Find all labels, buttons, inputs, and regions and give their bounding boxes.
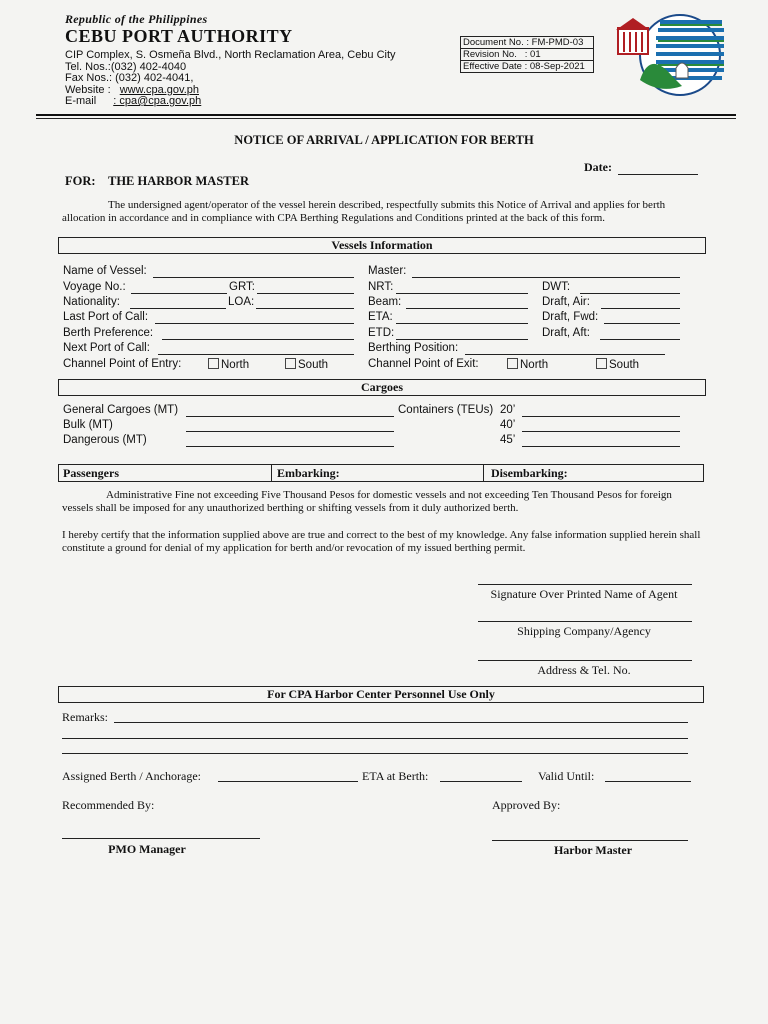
beam-label: Beam:: [368, 296, 402, 308]
passengers-divider: [271, 465, 272, 481]
entry-north-option[interactable]: [208, 358, 249, 371]
grt-label: GRT:: [229, 281, 255, 293]
document-number: Document No. : FM-PMD-03: [461, 37, 593, 49]
etd-field[interactable]: [396, 339, 528, 340]
nationality-label: Nationality:: [63, 296, 120, 308]
address-line: CIP Complex, S. Osmeña Blvd., North Reclamation Area, Cebu City: [65, 49, 396, 61]
berthing-position-label: Berthing Position:: [368, 342, 459, 354]
harbor-master-caption: Harbor Master: [553, 843, 633, 857]
nationality-field[interactable]: [130, 308, 226, 309]
disembarking-label: Disembarking:: [491, 466, 568, 480]
email-line: [65, 95, 201, 107]
draft-aft-field[interactable]: [600, 339, 680, 340]
remarks-line-3[interactable]: [62, 753, 688, 754]
remarks-line-2[interactable]: [62, 738, 688, 739]
website-label: Website :: [65, 84, 111, 96]
dwt-field[interactable]: [580, 293, 680, 294]
valid-until-field[interactable]: [605, 781, 691, 782]
for-recipient: THE HARBOR MASTER: [108, 174, 249, 188]
republic-line: Republic of the Philippines: [65, 12, 208, 26]
email-label: E-mail: [65, 95, 97, 107]
bulk-cargo-label: Bulk (MT): [63, 419, 113, 431]
next-port-label: Next Port of Call:: [63, 342, 150, 354]
draft-air-field[interactable]: [601, 308, 680, 309]
cpa-logo-icon: [610, 10, 730, 100]
form-title: NOTICE OF ARRIVAL / APPLICATION FOR BERTH: [234, 133, 534, 147]
intro-paragraph: The undersigned agent/operator of the vessel herein described, respectfully submits this Notice of Arrival and applies for berth allocation in accordance and in compliance with CPA Berthing Regulations and Conditions printed at the back of this form.: [62, 199, 666, 224]
address-tel-caption: Address & Tel. No.: [537, 663, 631, 677]
cpa-section-header: For CPA Harbor Center Personnel Use Only: [58, 686, 704, 703]
agent-signature-caption: Signature Over Printed Name of Agent: [490, 587, 678, 601]
etd-label: ETD:: [368, 327, 395, 339]
for-label: FOR:: [65, 174, 96, 188]
cargoes-section-header: Cargoes: [58, 379, 706, 396]
eta-berth-field[interactable]: [440, 781, 522, 782]
assigned-berth-field[interactable]: [218, 781, 358, 782]
date-label: Date:: [584, 160, 612, 174]
berth-preference-label: Berth Preference:: [63, 327, 154, 339]
dangerous-cargo-field[interactable]: [186, 446, 394, 447]
document-control-box: [460, 36, 594, 73]
voyage-label: Voyage No.:: [63, 281, 126, 293]
header-separator: [36, 114, 736, 116]
voyage-field[interactable]: [131, 293, 227, 294]
draft-fwd-field[interactable]: [604, 323, 680, 324]
vessel-name-field[interactable]: [153, 277, 354, 278]
shipping-company-line[interactable]: [478, 621, 692, 622]
vessel-name-label: Name of Vessel:: [63, 265, 147, 277]
shipping-company-caption: Shipping Company/Agency: [517, 624, 651, 638]
embarking-divider: [483, 465, 484, 481]
grt-field[interactable]: [257, 293, 354, 294]
exit-north-checkbox[interactable]: [507, 358, 518, 369]
fax-line: Fax Nos.: (032) 402-4041,: [65, 72, 194, 84]
pmo-manager-caption: PMO Manager: [108, 842, 186, 856]
address-tel-line[interactable]: [478, 660, 692, 661]
fine-paragraph: Administrative Fine not exceeding Five Thousand Pesos for domestic vessels and not exceeding Ten Thousand Pesos for foreign vessels shall be imposed for any unauthorized berthing or shifting vessels from it duly authorized berth.: [62, 489, 672, 514]
loa-label: LOA:: [228, 296, 255, 308]
draft-aft-label: Draft, Aft:: [542, 327, 590, 339]
entry-south-option[interactable]: [285, 358, 328, 371]
master-field[interactable]: [412, 277, 680, 278]
containers-label: Containers (TEUs): [398, 404, 494, 416]
vessels-section-header: Vessels Information: [58, 237, 706, 254]
berth-preference-field[interactable]: [162, 339, 354, 340]
beam-field[interactable]: [406, 308, 528, 309]
nrt-label: NRT:: [368, 281, 394, 293]
assigned-berth-label: Assigned Berth / Anchorage:: [62, 769, 201, 783]
draft-air-label: Draft, Air:: [542, 296, 590, 308]
exit-south-label: South: [609, 359, 640, 371]
entry-north-checkbox[interactable]: [208, 358, 219, 369]
harbor-master-signature-line[interactable]: [492, 840, 688, 841]
draft-fwd-label: Draft, Fwd:: [542, 311, 599, 323]
last-port-field[interactable]: [155, 323, 354, 324]
exit-north-option[interactable]: [507, 358, 548, 371]
revision-number: Revision No. : 01: [461, 49, 593, 61]
pmo-manager-signature-line[interactable]: [62, 838, 260, 839]
entry-north-label: North: [221, 359, 250, 371]
header-separator-thin: [36, 118, 736, 119]
dangerous-cargo-label: Dangerous (MT): [63, 434, 147, 446]
effective-date: Effective Date : 08-Sep-2021: [463, 61, 585, 72]
eta-label: ETA:: [368, 311, 393, 323]
date-field[interactable]: [618, 174, 698, 175]
email-link[interactable]: : cpa@cpa.gov.ph: [113, 95, 202, 107]
next-port-field[interactable]: [158, 354, 354, 355]
tel-line: Tel. Nos.:(032) 402-4040: [65, 61, 187, 73]
remarks-line-1[interactable]: [114, 722, 688, 723]
loa-field[interactable]: [256, 308, 354, 309]
eta-field[interactable]: [396, 323, 528, 324]
remarks-label: Remarks:: [62, 710, 108, 724]
master-label: Master:: [368, 265, 407, 277]
dwt-label: DWT:: [542, 281, 571, 293]
approved-by-label: Approved By:: [492, 798, 561, 812]
exit-south-checkbox[interactable]: [596, 358, 607, 369]
exit-north-label: North: [520, 359, 549, 371]
agent-signature-line[interactable]: [478, 584, 692, 585]
channel-entry-label: Channel Point of Entry:: [63, 358, 182, 370]
authority-name: CEBU PORT AUTHORITY: [65, 26, 293, 46]
recommended-by-label: Recommended By:: [62, 798, 155, 812]
eta-berth-label: ETA at Berth:: [362, 769, 429, 783]
general-cargo-label: General Cargoes (MT): [63, 404, 179, 416]
container-40-field[interactable]: [522, 431, 680, 432]
container-20-label: 20’: [500, 404, 516, 416]
embarking-label: Embarking:: [277, 466, 340, 480]
valid-until-label: Valid Until:: [538, 769, 595, 783]
container-45-label: 45’: [500, 434, 516, 446]
container-40-label: 40’: [500, 419, 516, 431]
bulk-cargo-field[interactable]: [186, 431, 394, 432]
entry-south-label: South: [298, 359, 329, 371]
entry-south-checkbox[interactable]: [285, 358, 296, 369]
nrt-field[interactable]: [396, 293, 528, 294]
passengers-label: Passengers: [63, 466, 119, 480]
berthing-position-field[interactable]: [465, 354, 665, 355]
channel-exit-label: Channel Point of Exit:: [368, 358, 479, 370]
website-link[interactable]: www.cpa.gov.ph: [119, 84, 200, 96]
container-20-field[interactable]: [522, 416, 680, 417]
general-cargo-field[interactable]: [186, 416, 394, 417]
exit-south-option[interactable]: [596, 358, 639, 371]
container-45-field[interactable]: [522, 446, 680, 447]
passengers-row: [58, 464, 704, 482]
last-port-label: Last Port of Call:: [63, 311, 149, 323]
certify-paragraph: I hereby certify that the information supplied above are true and correct to the best of my knowledge. Any false information supplied herein shall constitute a ground for denial of my application for berth and/or revocation of my issued berthing permit.: [62, 529, 701, 554]
